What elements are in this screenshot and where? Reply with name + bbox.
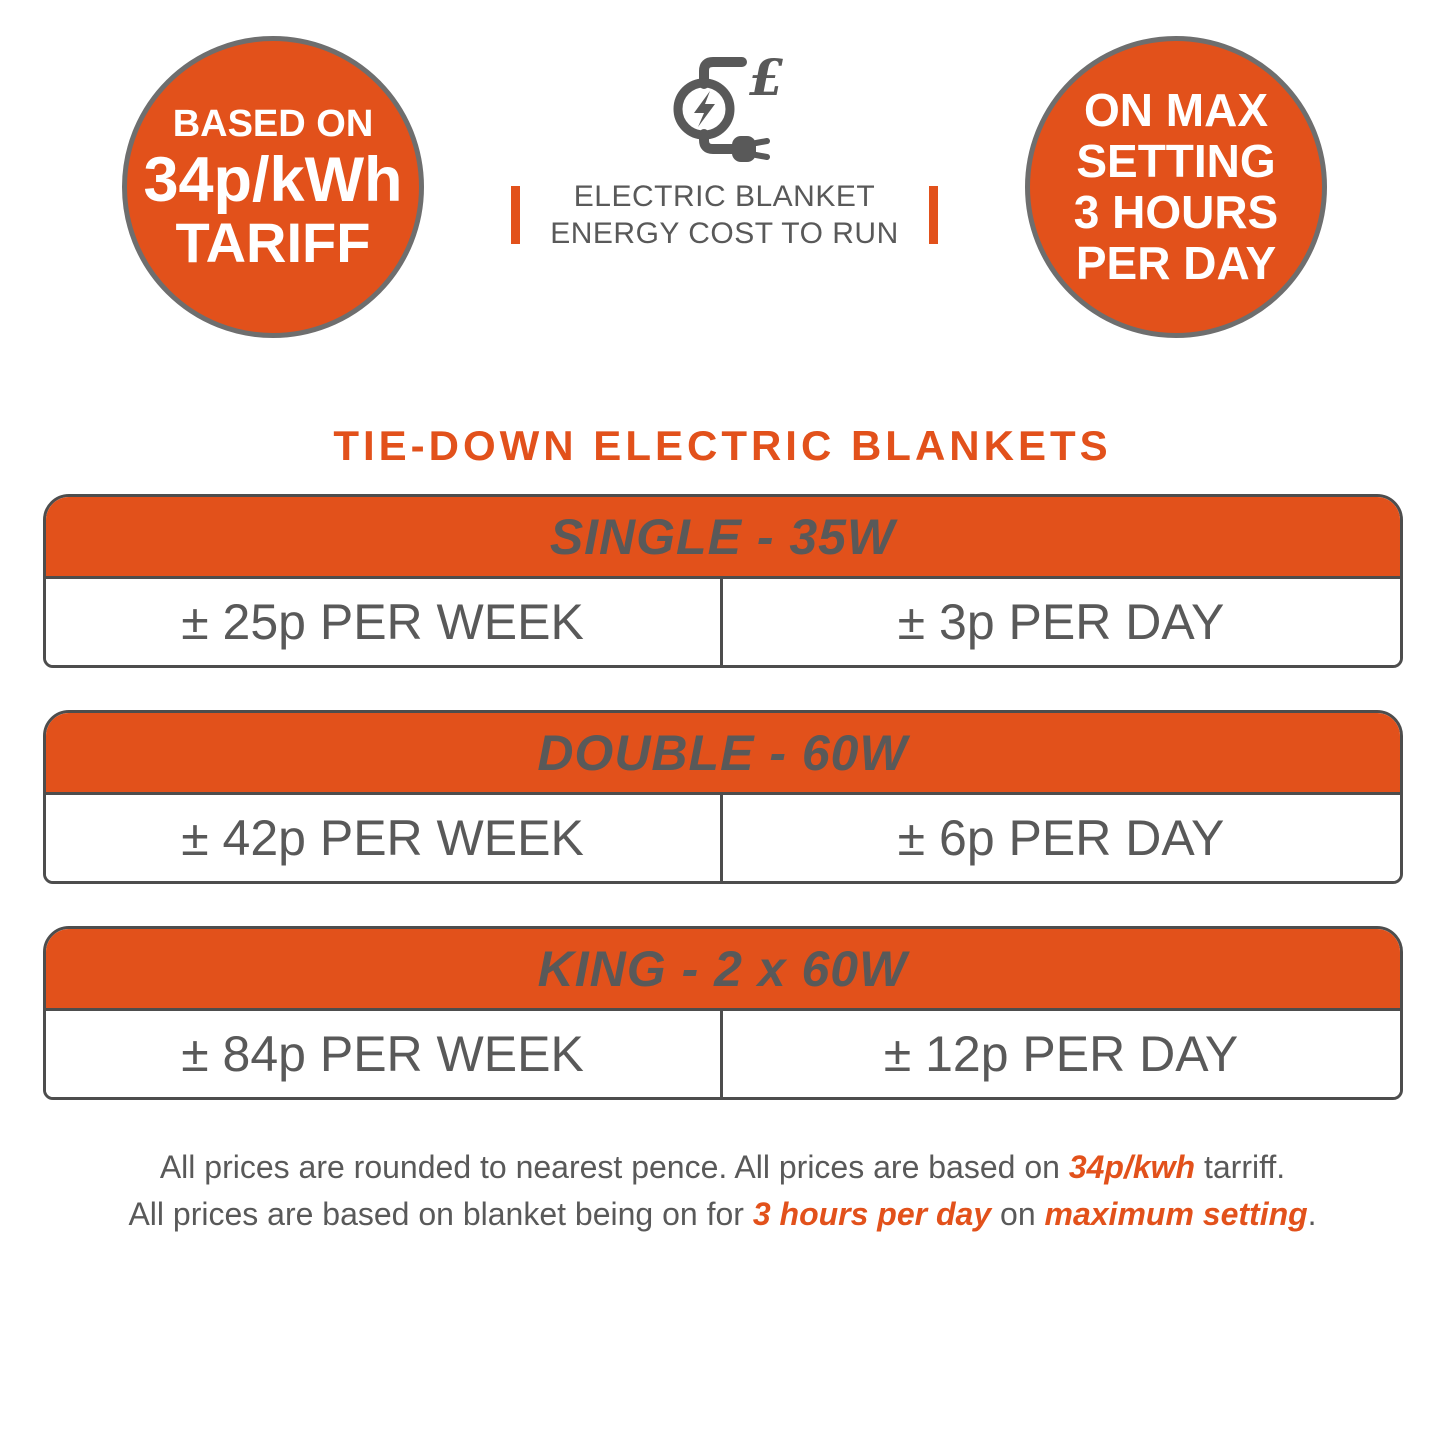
- price-table-double-header: DOUBLE - 60W: [46, 713, 1400, 795]
- table-row: [46, 795, 1400, 881]
- page-title: TIE-DOWN ELECTRIC BLANKETS: [333, 422, 1112, 469]
- footnote: [0, 1144, 1445, 1238]
- footnote-line1-text1: All prices are rounded to nearest pence. All prices are based on: [159, 1149, 1069, 1185]
- tariff-badge-line3: TARIFF: [175, 211, 371, 274]
- tariff-badge-line2: 34p/kWh: [143, 145, 403, 215]
- table-row: [46, 579, 1400, 665]
- emblem-caption-line1: ELECTRIC BLANKET: [573, 180, 876, 213]
- footnote-line1-text2: tarriff.: [1195, 1149, 1286, 1185]
- table-row: [46, 1011, 1400, 1097]
- price-table-single: [43, 494, 1403, 668]
- footnote-line2-text2: on: [991, 1196, 1045, 1232]
- footnote-line2-text3: .: [1307, 1196, 1317, 1232]
- right-accent-bar: [929, 186, 938, 244]
- footnote-line2-text1: All prices are based on blanket being on for: [128, 1196, 753, 1232]
- king-per-day-cell: ± 12p PER DAY: [883, 1026, 1239, 1082]
- footnote-hours-highlight: 3 hours per day: [752, 1196, 992, 1232]
- emblem-caption-line2: ENERGY COST TO RUN: [550, 217, 899, 250]
- footnote-line2: [0, 1191, 1445, 1238]
- tariff-badge: [122, 36, 424, 338]
- emblem-caption: [511, 178, 938, 252]
- emblem: [511, 42, 938, 252]
- footnote-line1: [0, 1144, 1445, 1191]
- pound-symbol: £: [748, 48, 784, 107]
- max-setting-badge-line1: ON MAX: [1084, 84, 1268, 136]
- max-setting-badge-line3: 3 HOURS: [1073, 186, 1279, 238]
- price-table-single-header: SINGLE - 35W: [46, 497, 1400, 579]
- max-setting-badge: [1025, 36, 1327, 338]
- header-row: [0, 0, 1445, 338]
- max-setting-badge-line2: SETTING: [1076, 135, 1276, 187]
- left-accent-bar: [511, 186, 520, 244]
- price-table-double: [43, 710, 1403, 884]
- price-table-king: [43, 926, 1403, 1100]
- single-per-day-cell: ± 3p PER DAY: [897, 594, 1225, 650]
- electricity-cost-plug-icon: [654, 42, 796, 168]
- emblem-caption-text: [550, 178, 899, 252]
- tariff-badge-line1: BASED ON: [172, 103, 374, 145]
- double-per-week-cell: ± 42p PER WEEK: [46, 795, 723, 881]
- king-per-week-cell: ± 84p PER WEEK: [46, 1011, 723, 1097]
- single-per-week-cell: ± 25p PER WEEK: [46, 579, 723, 665]
- max-setting-badge-line4: PER DAY: [1075, 237, 1277, 289]
- footnote-setting-highlight: maximum setting: [1044, 1196, 1308, 1232]
- double-per-day-cell: ± 6p PER DAY: [897, 810, 1225, 866]
- price-tables: [43, 494, 1403, 1100]
- footnote-tariff-highlight: 34p/kwh: [1068, 1149, 1196, 1185]
- price-table-king-header: KING - 2 x 60W: [46, 929, 1400, 1011]
